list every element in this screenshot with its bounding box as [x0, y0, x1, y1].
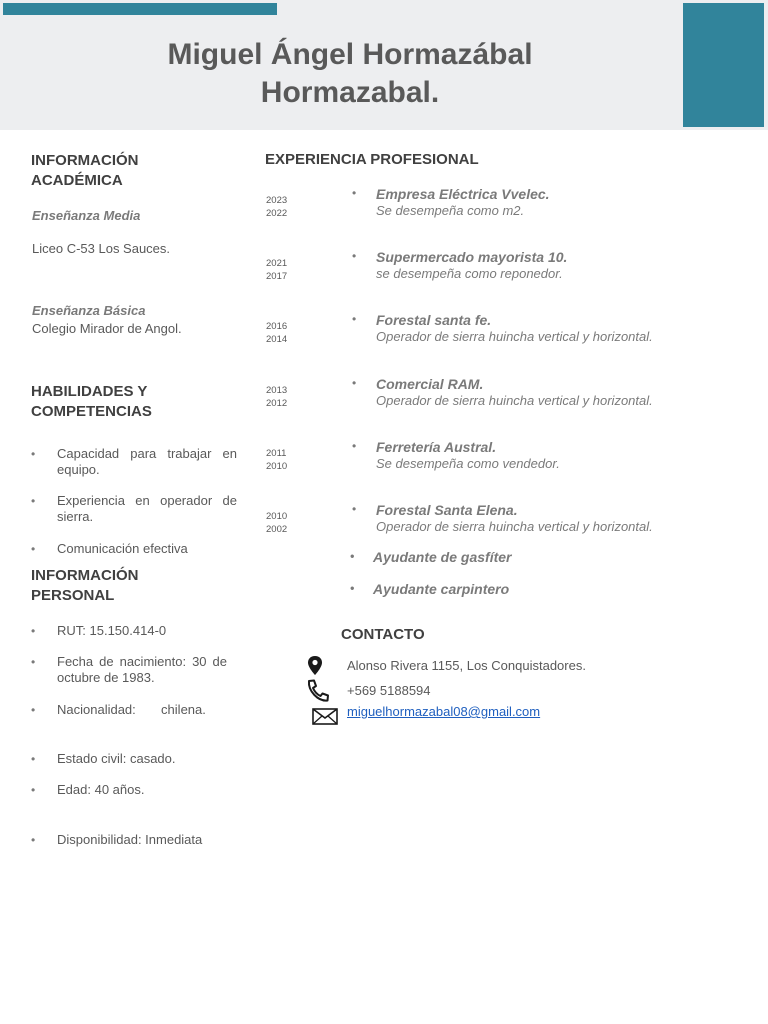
year-end: 2023: [266, 195, 288, 206]
skill-text: Comunicación efectiva: [57, 541, 188, 556]
year-end: 2010: [266, 511, 288, 522]
year-range: [266, 320, 287, 346]
contact-address: [305, 654, 665, 678]
bullet-icon: •: [352, 249, 357, 263]
job-role: Se desempeña como vendedor.: [376, 456, 560, 471]
bullet-icon: •: [31, 703, 36, 717]
bullet-icon: •: [31, 783, 36, 797]
company-name: Forestal santa fe.: [376, 312, 492, 328]
company-name: Ferretería Austral.: [376, 439, 497, 455]
email-link[interactable]: miguelhormazabal08@gmail.com: [347, 704, 541, 719]
job-role: se desempeña como reponedor.: [376, 266, 563, 281]
job-role: Operador de sierra huincha vertical y horizontal.: [376, 329, 653, 344]
academic-heading-line-2: ACADÉMICA: [31, 172, 123, 189]
contact-phone: [305, 679, 665, 703]
job-role: Se desempeña como m2.: [376, 203, 525, 218]
contact-heading: CONTACTO: [341, 626, 425, 643]
accent-block: [683, 3, 764, 127]
bullet-icon: •: [352, 439, 357, 453]
contact-email: [305, 704, 665, 728]
bullet-icon: •: [350, 581, 355, 595]
extra-experience-text: Ayudante de gasfíter: [373, 549, 512, 565]
company-name: Supermercado mayorista 10.: [376, 249, 568, 265]
extra-experience-text: Ayudante carpintero: [373, 581, 510, 597]
bullet-icon: •: [31, 542, 36, 556]
personal-text: Edad: 40 años.: [57, 782, 145, 797]
email-text: [347, 704, 540, 719]
year-range: [266, 384, 287, 410]
bullet-icon: •: [352, 502, 357, 516]
bullet-icon: •: [352, 312, 357, 326]
company-name: Empresa Eléctrica Vvelec.: [376, 186, 550, 202]
personal-text: RUT: 15.150.414-0: [57, 623, 167, 638]
year-end: 2011: [266, 448, 287, 459]
personal-text: Fecha de nacimiento: 30 de octubre de 1983.: [57, 654, 227, 685]
year-range: [266, 510, 287, 536]
education-school: Liceo C-53 Los Sauces.: [32, 241, 171, 256]
skill-text: Experiencia en operador de sierra.: [57, 493, 237, 524]
personal-heading-line-1: INFORMACIÓN: [31, 567, 139, 584]
year-end: 2016: [266, 321, 288, 332]
academic-heading-line-1: INFORMACIÓN: [31, 152, 139, 169]
year-start: 2002: [266, 524, 288, 535]
skills-heading-line-2: COMPETENCIAS: [31, 403, 152, 420]
name-line-1: Miguel Ángel Hormazábal: [167, 38, 533, 71]
skills-heading-line-1: HABILIDADES Y: [31, 383, 148, 400]
bullet-icon: •: [31, 624, 36, 638]
bullet-icon: •: [31, 655, 36, 669]
personal-heading: [31, 566, 139, 606]
year-start: 2014: [266, 334, 288, 345]
education-level: Enseñanza Media: [32, 208, 141, 223]
academic-heading: [31, 151, 139, 191]
year-range: [266, 447, 287, 473]
bullet-icon: •: [31, 447, 36, 461]
year-range: [266, 194, 287, 220]
page-title: [100, 36, 600, 112]
bullet-icon: •: [352, 186, 357, 200]
year-start: 2012: [266, 398, 288, 409]
bullet-icon: •: [352, 376, 357, 390]
job-role: Operador de sierra huincha vertical y horizontal.: [376, 519, 653, 534]
phone-text: +569 5188594: [347, 683, 431, 698]
education-level: Enseñanza Básica: [32, 303, 146, 318]
personal-text: Disponibilidad: Inmediata: [57, 832, 203, 847]
personal-text: Estado civil: casado.: [57, 751, 176, 766]
year-end: 2013: [266, 385, 288, 396]
name-line-2: Hormazabal.: [260, 76, 440, 109]
year-end: 2021: [266, 258, 288, 269]
year-start: 2010: [266, 461, 288, 472]
skill-text: Capacidad para trabajar en equipo.: [57, 446, 237, 477]
accent-bar: [3, 3, 277, 15]
bullet-icon: •: [31, 494, 36, 508]
bullet-icon: •: [31, 752, 36, 766]
skills-heading: [31, 382, 152, 422]
year-start: 2017: [266, 271, 288, 282]
bullet-icon: •: [350, 549, 355, 563]
job-role: Operador de sierra huincha vertical y horizontal.: [376, 393, 653, 408]
company-name: Comercial RAM.: [376, 376, 484, 392]
address-text: Alonso Rivera 1155, Los Conquistadores.: [347, 658, 586, 673]
experience-heading: EXPERIENCIA PROFESIONAL: [265, 151, 479, 168]
company-name: Forestal Santa Elena.: [376, 502, 518, 518]
phone-icon: [305, 679, 339, 703]
education-school: Colegio Mirador de Angol.: [32, 321, 182, 336]
year-range: [266, 257, 287, 283]
envelope-icon: [305, 704, 339, 728]
personal-heading-line-2: PERSONAL: [31, 587, 115, 604]
year-start: 2022: [266, 208, 288, 219]
bullet-icon: •: [31, 833, 36, 847]
location-pin-icon: [305, 654, 339, 678]
personal-text: Nacionalidad: chilena.: [57, 702, 206, 717]
